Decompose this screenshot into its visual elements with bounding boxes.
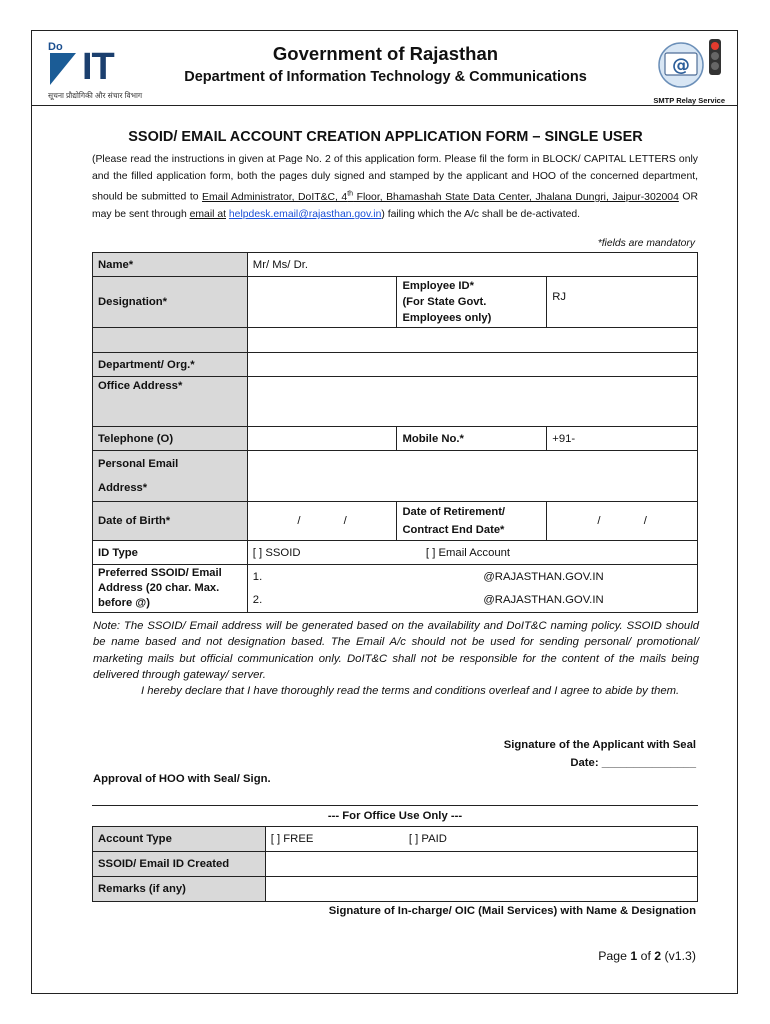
header-subtitle: Department of Information Technology & Communications	[184, 69, 587, 85]
telephone-label: Telephone (O)	[93, 427, 248, 451]
note-text: Note: The SSOID/ Email address will be generated based on the availability and DoIT&C naming policy. SSOID should be name based and not designation based. The Email A/c should not be used for sending personal/ promotional/ marketing mails but official communication only. DoIT&C shall not be responsible for the content of the mails being delivered through gateway/ server.	[93, 620, 699, 681]
submission-address: Email Administrator, DoIT&C, 4th Floor, Bhamashah State Data Center, Jhalana Dungri, Jaipur-302004	[202, 190, 679, 203]
department-label: Department/ Org.*	[93, 353, 248, 377]
smtp-email-icon	[647, 35, 727, 105]
incharge-signature-label: Signature of In-charge/ OIC (Mail Services) with Name & Designation	[328, 905, 696, 917]
domain-suffix-2: @RAJASTHAN.GOV.IN	[483, 594, 604, 607]
svg-text:@: @	[672, 55, 690, 76]
form-page	[31, 30, 738, 994]
logo-it-text: IT	[82, 46, 114, 88]
telephone-field[interactable]	[247, 427, 397, 451]
office-divider	[92, 805, 698, 806]
header-divider	[32, 105, 737, 106]
instructions	[92, 151, 698, 223]
department-field[interactable]	[247, 353, 697, 377]
designation-field[interactable]	[247, 277, 397, 328]
preferred-option-1[interactable]: 1. @RAJASTHAN.GOV.IN	[247, 565, 697, 589]
name-label: Name*	[93, 253, 248, 277]
hoo-approval: Approval of HOO with Seal/ Sign.	[93, 773, 271, 785]
dob-label: Date of Birth*	[93, 502, 248, 541]
declaration-text: I hereby declare that I have thoroughly read the terms and conditions overleaf and I agree to abide by them.	[141, 685, 680, 698]
application-table	[92, 252, 698, 613]
retirement-field[interactable]: / /	[547, 502, 698, 541]
designation-label: Designation*	[93, 277, 248, 328]
logo-hindi-text: सूचना प्रौद्योगिकी और संचार विभाग	[48, 91, 143, 100]
ssoid-checkbox[interactable]: [ ] SSOID	[252, 546, 301, 559]
mandatory-note: *fields are mandatory	[597, 238, 695, 249]
email-at-text: email at	[189, 209, 227, 221]
logo-do-text: Do	[48, 41, 63, 53]
office-address-label: Office Address*	[93, 377, 248, 427]
mobile-prefix: +91-	[552, 432, 576, 445]
personal-email-label: Personal Email Address*	[93, 451, 248, 502]
employee-id-prefix: RJ	[552, 291, 567, 303]
id-type-options	[247, 541, 697, 565]
applicant-signature-block	[504, 736, 696, 772]
account-type-options	[265, 827, 697, 852]
ssoid-created-label: SSOID/ Email ID Created	[93, 852, 266, 877]
domain-suffix-1: @RAJASTHAN.GOV.IN	[483, 570, 604, 583]
smtp-label: SMTP Relay Service	[653, 96, 725, 105]
paid-checkbox[interactable]: [ ] PAID	[408, 833, 447, 845]
personal-email-field[interactable]	[247, 451, 697, 502]
office-use-table	[92, 826, 698, 902]
mobile-field[interactable]	[547, 427, 698, 451]
helpdesk-email-link[interactable]: helpdesk.email@rajasthan.gov.in	[228, 209, 382, 221]
ssoid-created-field[interactable]	[265, 852, 697, 877]
id-type-label: ID Type	[93, 541, 248, 565]
mobile-label: Mobile No.*	[397, 427, 547, 451]
date-field[interactable]: Date: _______________	[570, 757, 696, 769]
instructions-text: (Please read the instructions in given at Page No. 2 of this application form. Please fil the form in BLOCK/ CAPITAL LETTERS only and the filled application form, both the pages duly signed and stamped by the applicant and HOO of the concerned department, should be submitted to	[92, 154, 698, 203]
name-prefix: Mr/ Ms/ Dr.	[252, 258, 309, 271]
instructions-text-3: ) failing which the A/c shall be de-activated.	[381, 209, 581, 221]
designation-label-continued	[93, 328, 248, 353]
preferred-ssoid-label: Preferred SSOID/ Email Address (20 char. Max. before @)	[93, 565, 248, 613]
account-type-label: Account Type	[93, 827, 266, 852]
form-title: SSOID/ EMAIL ACCOUNT CREATION APPLICATION FORM – SINGLE USER	[128, 129, 643, 145]
free-checkbox[interactable]: [ ] FREE	[270, 833, 314, 845]
note-section	[93, 618, 699, 699]
remarks-field[interactable]	[265, 877, 697, 902]
employee-id-label: Employee ID* (For State Govt. Employees only)	[397, 277, 547, 328]
email-account-checkbox[interactable]: [ ] Email Account	[425, 546, 511, 559]
name-field[interactable]	[247, 253, 697, 277]
office-address-field[interactable]	[247, 377, 697, 427]
designation-extra-field[interactable]	[247, 328, 697, 353]
instructions-text-2: OR may be sent through	[92, 191, 698, 221]
retirement-label: Date of Retirement/ Contract End Date*	[397, 502, 547, 541]
applicant-signature-label: Signature of the Applicant with Seal	[503, 739, 696, 751]
remarks-label: Remarks (if any)	[93, 877, 266, 902]
employee-id-field[interactable]	[547, 277, 698, 328]
header-title: Government of Rajasthan	[272, 43, 499, 64]
dob-field[interactable]: / /	[247, 502, 397, 541]
page-number: Page 1 of 2 (v1.3)	[598, 949, 696, 963]
office-use-title: --- For Office Use Only ---	[327, 810, 463, 822]
preferred-option-2[interactable]: 2. @RAJASTHAN.GOV.IN	[247, 589, 697, 613]
